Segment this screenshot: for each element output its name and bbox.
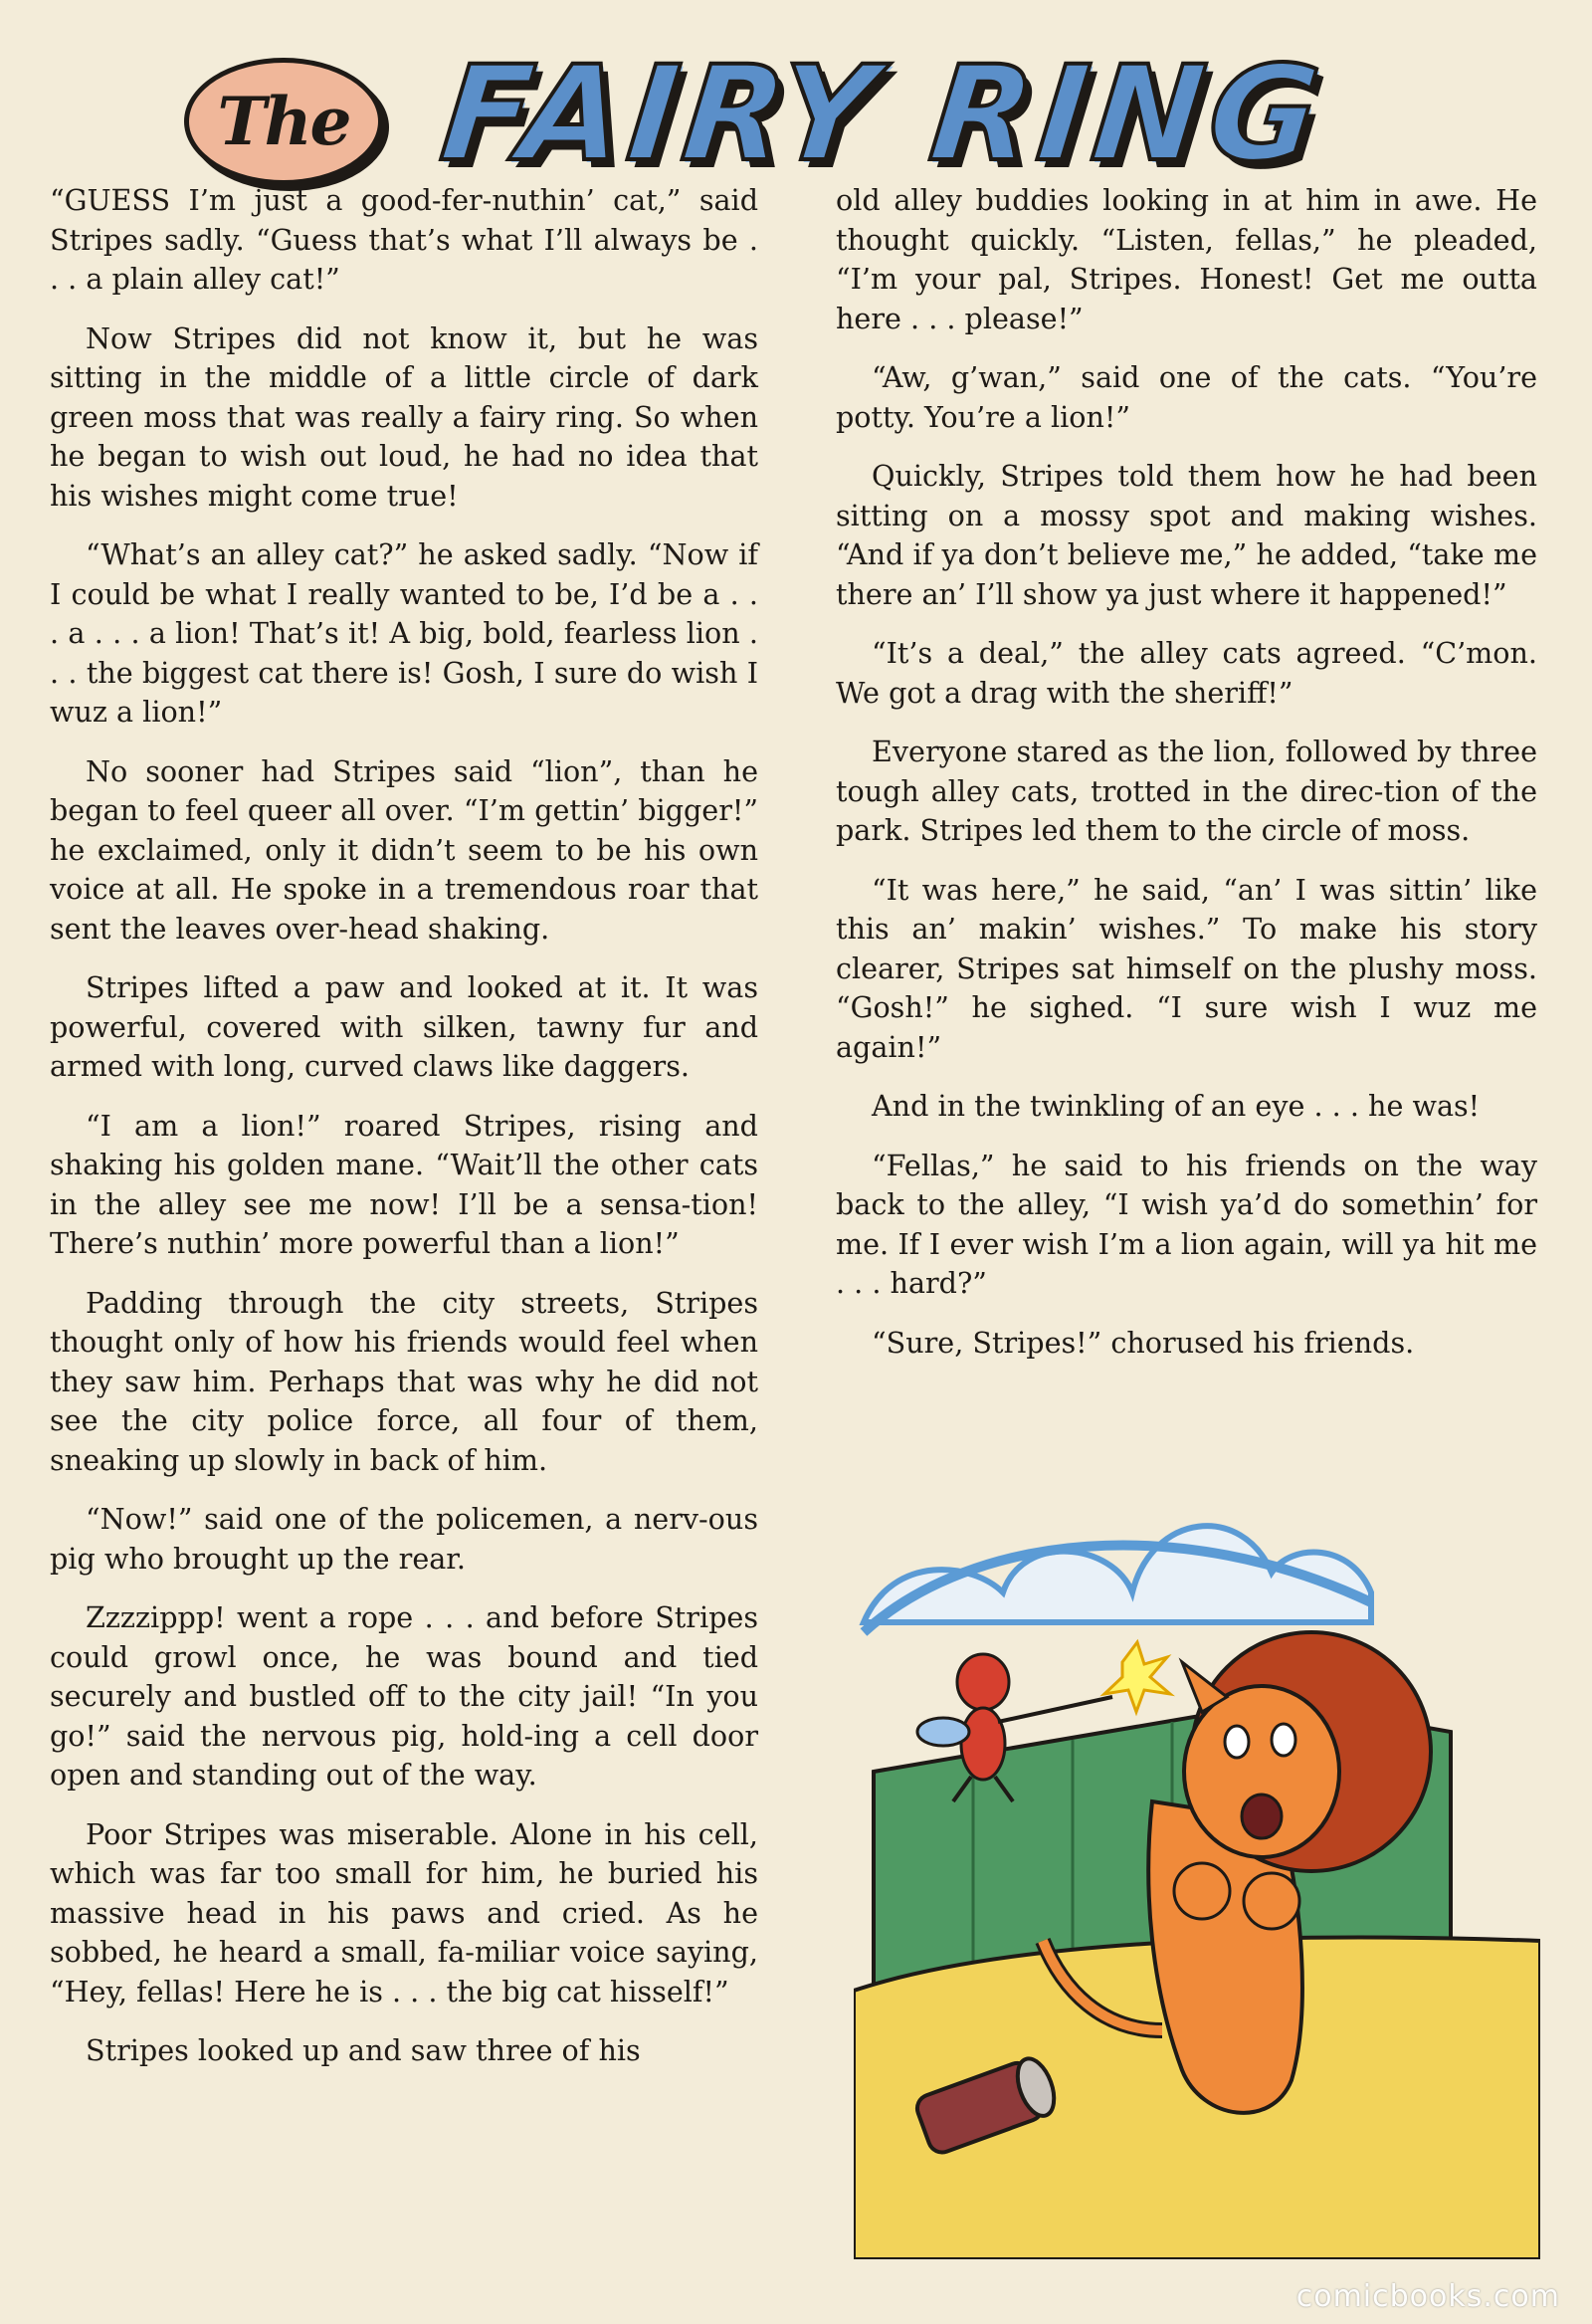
paragraph: “Sure, Stripes!” chorused his friends. bbox=[872, 1325, 1415, 1360]
paragraph: Stripes lifted a paw and looked at it. It was powerful, covered with silken, tawny fur and armed with long, curved claws like daggers. bbox=[50, 970, 758, 1083]
paragraph: Stripes looked up and saw three of his bbox=[86, 2033, 641, 2067]
paragraph: “It was here,” he said, “an’ I was sittin’ like this an’ makin’ wishes.” To make his story clearer, Stripes sat himself on the plushy moss. “Gosh!” he sighed. “I sure wish I wuz me again!” bbox=[836, 872, 1537, 1064]
paragraph: “I am a lion!” roared Stripes, rising and shaking his golden mane. “Wait’ll the other cats in the alley see me now! I’ll be a sensa-tion! There’s nuthin’ more powerful than a lion!” bbox=[50, 1108, 758, 1260]
title-prefix-badge bbox=[184, 58, 383, 185]
story-title bbox=[184, 40, 1478, 189]
title-prefix: The bbox=[217, 83, 350, 160]
paragraph: And in the twinkling of an eye . . . he was! bbox=[872, 1089, 1481, 1123]
paragraph: Quickly, Stripes told them how he had been sitting on a mossy spot and making wishes. “And if ya don’t believe me,” he added, “take me there an’ I’ll show ya just where it happened!” bbox=[836, 459, 1537, 611]
left-column bbox=[50, 181, 758, 2091]
magic-spark bbox=[1104, 1642, 1170, 1712]
paragraph: Poor Stripes was miserable. Alone in his cell, which was far too small for him, he buried his massive head in his paws and cried. As he sobbed, he heard a small, fa-miliar voice saying, “Hey, fellas! Here he is . . . the big cat hisself!” bbox=[50, 1816, 758, 2008]
site-watermark: comicbooks.com bbox=[1295, 2279, 1560, 2314]
paragraph: Zzzzippp! went a rope . . . and before Stripes could growl once, he was bound and tied securely and bustled off to the city jail! “In you go!” said the nervous pig, hold-ing a cell door open and standing out of the way. bbox=[50, 1600, 758, 1792]
paragraph: Everyone stared as the lion, followed by three tough alley cats, trotted in the direc-tion of the park. Stripes led them to the circle of moss. bbox=[836, 735, 1537, 847]
paragraph-text: “GUESS I’m just a good-fer-nuthin’ cat,” said Stripes sadly. “Guess that’s what I’ll always be . . . a plain alley cat!” bbox=[50, 183, 758, 296]
paragraph: No sooner had Stripes said “lion”, than he began to feel queer all over. “I’m gettin’ bigger!” he exclaimed, only it didn’t seem to be his own voice at all. He spoke in a tremendous roar that sent the leaves over-head shaking. bbox=[50, 753, 758, 946]
paragraph: “Aw, g’wan,” said one of the cats. “You’re potty. You’re a lion!” bbox=[836, 360, 1537, 434]
paragraph: “What’s an alley cat?” he asked sadly. “Now if I could be what I really wanted to be, I’d be a . . . a . . . a lion! That’s it! A big, bold, fearless lion . . . the biggest cat there is! Gosh, I sure do wish I wuz a lion!” bbox=[50, 537, 758, 729]
paragraph bbox=[50, 181, 758, 300]
paragraph: old alley buddies looking in at him in awe. He thought quickly. “Listen, fellas,” he pleaded, “I’m your pal, Stripes. Honest! Get me outta here . . . please!” bbox=[836, 183, 1537, 335]
right-column bbox=[836, 181, 1537, 1382]
paragraph: Now Stripes did not know it, but he was sitting in the middle of a little circle of dark green moss that was really a fairy ring. So when he began to wish out loud, he had no idea that his wishes might come true! bbox=[50, 320, 758, 513]
paragraph: “Now!” said one of the policemen, a nerv-ous pig who brought up the rear. bbox=[50, 1502, 758, 1576]
paragraph: Padding through the city streets, Stripes thought only of how his friends would feel when they saw him. Perhaps that was why he did not see the city police force, all four of them, sneaking up slowly in back of him. bbox=[50, 1285, 758, 1477]
paragraph: “It’s a deal,” the alley cats agreed. “C’mon. We got a drag with the sheriff!” bbox=[836, 636, 1537, 710]
title-main: FAIRY RING bbox=[434, 38, 1332, 191]
paragraph: “Fellas,” he said to his friends on the way back to the alley, “I wish ya’d do somethin’ for me. If I ever wish I’m a lion again, will ya hit me . . . hard?” bbox=[836, 1148, 1537, 1300]
story-illustration bbox=[854, 1473, 1540, 2259]
